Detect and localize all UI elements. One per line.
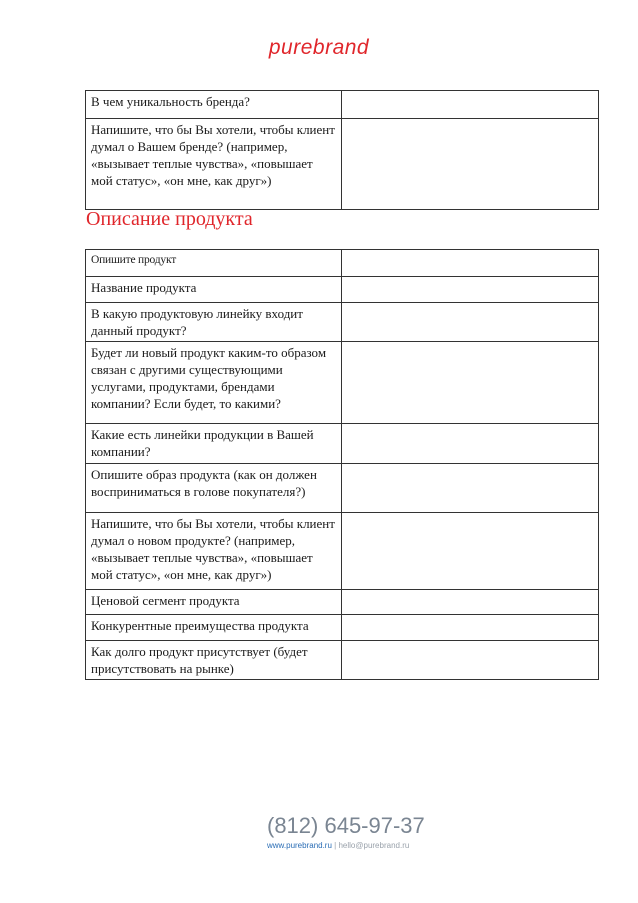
question-cell: Ценовой сегмент продукта: [86, 590, 342, 615]
answer-cell[interactable]: [342, 303, 599, 342]
table-row: [86, 277, 599, 303]
table-row: [86, 342, 599, 424]
question-cell: В чем уникальность бренда?: [86, 91, 342, 119]
table-row: [86, 424, 599, 464]
answer-cell[interactable]: [342, 464, 599, 513]
question-cell: Будет ли новый продукт каким-то образом связан с другими существующими услугами, продуктами, брендами компании? Если будет, то какими?: [86, 342, 342, 424]
question-cell: Как долго продукт присутствует (будет присутствовать на рынке): [86, 641, 342, 680]
separator: |: [334, 841, 337, 850]
table-row: [86, 303, 599, 342]
table-row: [86, 464, 599, 513]
answer-cell[interactable]: [342, 641, 599, 680]
email-link[interactable]: hello@purebrand.ru: [338, 841, 410, 850]
answer-cell[interactable]: [342, 91, 599, 119]
question-cell: Опишите продукт: [86, 250, 342, 277]
table-row: [86, 615, 599, 641]
question-cell: Какие есть линейки продукции в Вашей компании?: [86, 424, 342, 464]
answer-cell[interactable]: [342, 342, 599, 424]
table-row: [86, 119, 599, 210]
brand-questions-table: [85, 90, 599, 210]
answer-cell[interactable]: [342, 250, 599, 277]
section-title: Описание продукта: [86, 208, 253, 230]
footer-contacts: [267, 841, 409, 850]
answer-cell[interactable]: [342, 513, 599, 590]
brand-logo: purebrand: [268, 36, 370, 59]
table-row: [86, 641, 599, 680]
product-questions-table: [85, 249, 599, 680]
answer-cell[interactable]: [342, 590, 599, 615]
question-cell: Опишите образ продукта (как он должен восприниматься в голове покупателя?): [86, 464, 342, 513]
footer-phone: (812) 645-97-37: [267, 813, 425, 838]
website-link[interactable]: www.purebrand.ru: [267, 841, 332, 850]
answer-cell[interactable]: [342, 424, 599, 464]
table-row: [86, 590, 599, 615]
answer-cell[interactable]: [342, 119, 599, 210]
answer-cell[interactable]: [342, 615, 599, 641]
question-cell: В какую продуктовую линейку входит данный продукт?: [86, 303, 342, 342]
table-row: [86, 91, 599, 119]
table-row: [86, 513, 599, 590]
answer-cell[interactable]: [342, 277, 599, 303]
question-cell: Конкурентные преимущества продукта: [86, 615, 342, 641]
question-cell: Напишите, что бы Вы хотели, чтобы клиент думал о Вашем бренде? (например, «вызывает теплые чувства», «повышает мой статус», «он мне, как друг»): [86, 119, 342, 210]
table-row: [86, 250, 599, 277]
question-cell: Напишите, что бы Вы хотели, чтобы клиент думал о новом продукте? (например, «вызывает теплые чувства», «повышает мой статус», «он мне, как друг»): [86, 513, 342, 590]
question-cell: Название продукта: [86, 277, 342, 303]
